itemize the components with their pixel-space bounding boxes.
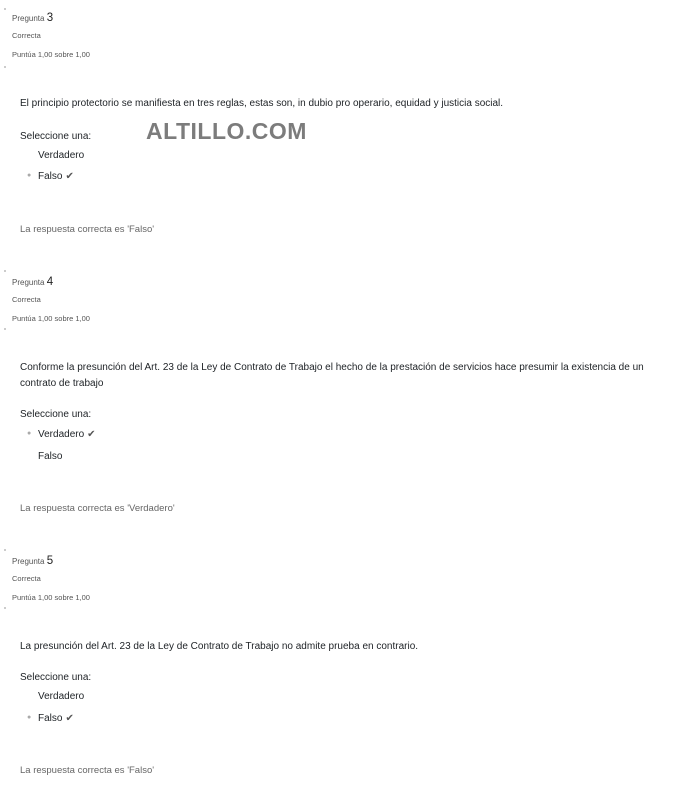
correct-check-icon: ✔ bbox=[65, 171, 74, 182]
question-grade: Puntúa 1,00 sobre 1,00 bbox=[12, 314, 90, 323]
question-number-value: 3 bbox=[46, 12, 54, 24]
question-state: Correcta bbox=[12, 295, 41, 304]
correct-answer-feedback: La respuesta correcta es 'Falso' bbox=[20, 224, 155, 235]
option-verdadero[interactable] bbox=[27, 691, 84, 702]
divider-dot bbox=[4, 549, 6, 551]
correct-check-icon: ✔ bbox=[87, 429, 96, 440]
select-prompt: Seleccione una: bbox=[20, 131, 92, 142]
question-text: El principio protectorio se manifiesta en tres reglas, estas son, in dubio pro operario, equidad y justicia social. bbox=[20, 98, 504, 109]
question-label: Pregunta bbox=[12, 14, 45, 23]
question-number bbox=[12, 12, 53, 24]
option-label: Verdadero bbox=[38, 691, 85, 702]
correct-check-icon: ✔ bbox=[65, 713, 74, 724]
question-label: Pregunta bbox=[12, 557, 45, 566]
divider-dot bbox=[4, 8, 6, 10]
option-falso[interactable] bbox=[27, 451, 62, 462]
question-text: La presunción del Art. 23 de la Ley de Contrato de Trabajo no admite prueba en contrario. bbox=[20, 641, 419, 652]
question-grade: Puntúa 1,00 sobre 1,00 bbox=[12, 593, 90, 602]
question-number bbox=[12, 276, 53, 288]
option-label: Falso bbox=[38, 451, 63, 462]
divider-dot bbox=[4, 607, 6, 609]
correct-answer-feedback: La respuesta correcta es 'Verdadero' bbox=[20, 503, 175, 514]
option-label: Verdadero bbox=[38, 150, 85, 161]
correct-answer-feedback: La respuesta correcta es 'Falso' bbox=[20, 765, 155, 776]
question-number bbox=[12, 555, 53, 567]
option-falso[interactable] bbox=[27, 171, 74, 182]
question-state: Correcta bbox=[12, 31, 41, 40]
option-label: Falso bbox=[38, 171, 63, 182]
question-state: Correcta bbox=[12, 574, 41, 583]
option-label: Falso bbox=[38, 713, 63, 724]
radio-selected-icon[interactable]: ● bbox=[27, 172, 32, 179]
option-verdadero[interactable] bbox=[27, 429, 96, 440]
divider-dot bbox=[4, 270, 6, 272]
watermark-logo: ALTILLO.COM bbox=[146, 118, 307, 144]
option-verdadero[interactable] bbox=[27, 150, 84, 161]
question-number-value: 4 bbox=[46, 276, 54, 288]
divider-dot bbox=[4, 66, 6, 68]
divider-dot bbox=[4, 328, 6, 330]
question-number-value: 5 bbox=[46, 555, 54, 567]
question-grade: Puntúa 1,00 sobre 1,00 bbox=[12, 50, 90, 59]
option-falso[interactable] bbox=[27, 713, 74, 724]
question-label: Pregunta bbox=[12, 278, 45, 287]
radio-selected-icon[interactable]: ● bbox=[27, 430, 32, 437]
select-prompt: Seleccione una: bbox=[20, 672, 92, 683]
question-text: Conforme la presunción del Art. 23 de la Ley de Contrato de Trabajo el hecho de la prestación de servicios hace presumir la existencia de un contrato de trabajo bbox=[20, 362, 644, 389]
option-label: Verdadero bbox=[38, 429, 85, 440]
select-prompt: Seleccione una: bbox=[20, 409, 92, 420]
radio-selected-icon[interactable]: ● bbox=[27, 714, 32, 721]
